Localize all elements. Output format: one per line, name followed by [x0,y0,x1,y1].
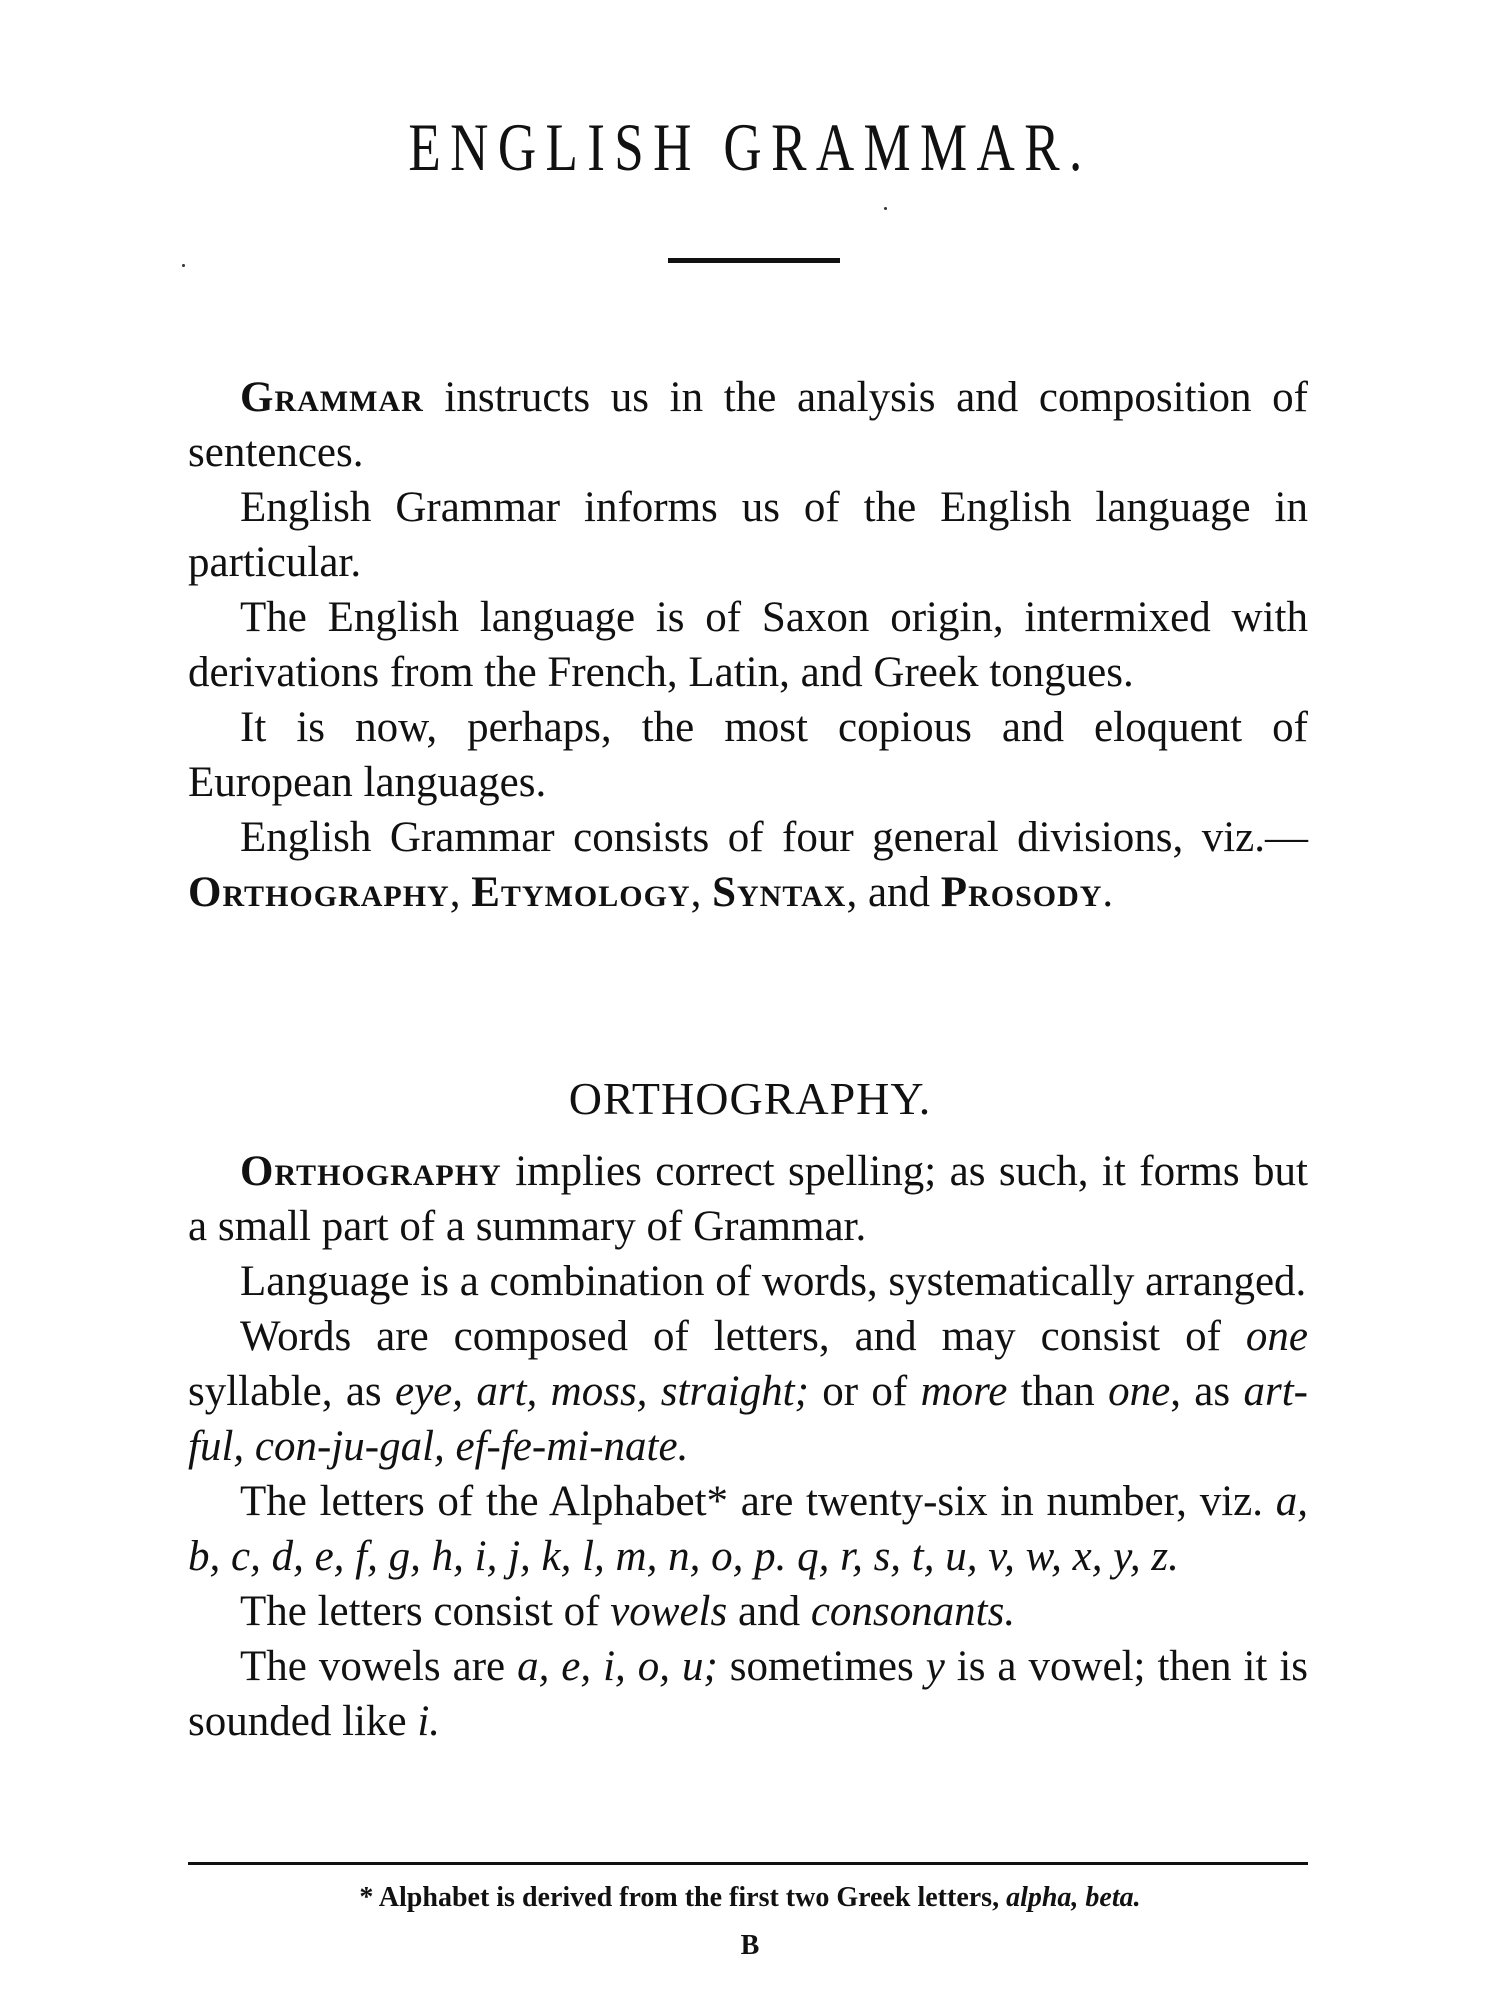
print-speck [884,207,887,210]
intro-section [188,370,1308,920]
example: more [920,1368,1008,1415]
example: y [925,1643,945,1690]
example: vowels [610,1588,728,1635]
separator: , [690,869,713,916]
paragraph [188,1474,1308,1584]
footnote-example: alpha, beta. [1006,1882,1141,1913]
paragraph [188,1144,1308,1254]
paragraph: It is now, perhaps, the most copious and eloquent of European languages. [188,704,1308,806]
term: Prosody [940,869,1103,916]
footnote-text: * Alphabet is derived from the first two Greek letters, [359,1882,1007,1913]
paragraph-text: than [1007,1368,1109,1415]
paragraph-text: The letters of the Alphabet* are twenty-six in number, viz. [240,1478,1276,1525]
paragraph-text: instructs us in the analysis and composition of sentences. [188,374,1308,476]
example: one [1245,1313,1308,1360]
paragraph: The English language is of Saxon origin, intermixed with derivations from the French, Latin, and Greek tongues. [188,594,1308,696]
separator: . [1102,869,1114,916]
term: Grammar [240,374,424,421]
paragraph [188,1584,1308,1639]
paragraph-text: implies correct spelling; as such, it forms but a small part of a summary of Grammar. [188,1148,1308,1250]
paragraph-text: English Grammar consists of four general divisions, viz.— [240,814,1308,861]
paragraph: English Grammar informs us of the English language in particular. [188,484,1308,586]
term: Orthography [240,1148,502,1195]
example: art-ful, con-ju-gal, ef-fe-mi-nate. [188,1368,1308,1470]
paragraph [188,370,1308,480]
example: consonants. [810,1588,1016,1635]
paragraph-text: or of [808,1368,921,1415]
paragraph [188,810,1308,920]
print-speck [182,264,185,267]
paragraph [188,1639,1308,1749]
paragraph-text: syllable, as [188,1368,396,1415]
term: Etymology [471,869,691,916]
page-title: ENGLISH GRAMMAR. [408,109,1092,185]
signature-mark: B [740,1930,760,1961]
paragraph-text: sometimes [717,1643,926,1690]
paragraph-text: is a vowel; then it is sounded like [188,1643,1308,1745]
example: eye, art, moss, straight; [395,1368,809,1415]
footnote [0,1882,1500,1914]
separator: , [449,869,472,916]
term: Syntax [712,869,847,916]
orthography-section [188,1144,1308,1749]
separator: , and [846,869,941,916]
paragraph: Language is a combination of words, systematically arranged. [240,1258,1307,1305]
example: a, e, i, o, u; [517,1643,718,1690]
paragraph-text: Words are composed of letters, and may consist of [240,1313,1246,1360]
paragraph-text: The letters consist of [240,1588,611,1635]
section-heading: ORTHOGRAPHY. [568,1073,932,1124]
example: i. [417,1698,441,1745]
term: Orthography [188,869,450,916]
paragraph-text: The vowels are [240,1643,518,1690]
alphabet-list: a, b, c, d, e, f, g, h, i, j, k, l, m, n, o, p. q, r, s, t, u, v, w, x, y, z. [188,1478,1308,1580]
paragraph-text: and [727,1588,811,1635]
example: one [1108,1368,1171,1415]
footnote-rule [188,1862,1308,1865]
paragraph [188,1309,1308,1474]
paragraph-text: , as [1170,1368,1244,1415]
title-rule [668,258,840,263]
